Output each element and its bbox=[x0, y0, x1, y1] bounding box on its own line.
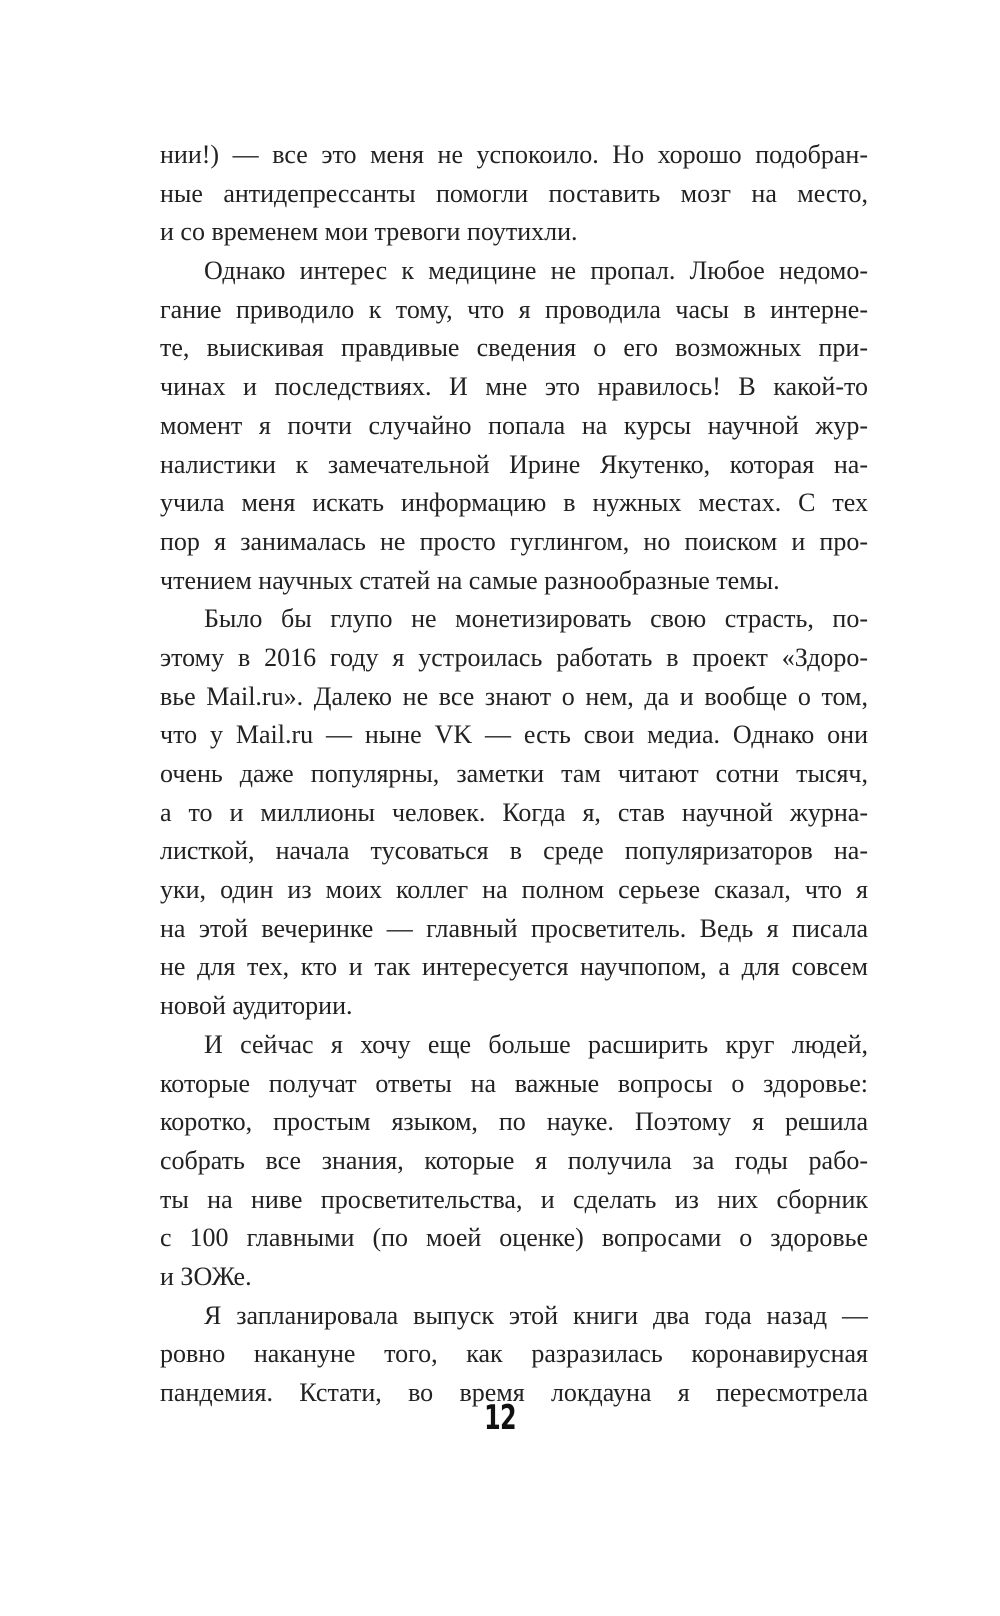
text-line: не для тех, кто и так интересуется научпопом, а для совсем bbox=[160, 952, 868, 982]
text-line: которые получат ответы на важные вопросы о здоровье: bbox=[160, 1068, 868, 1098]
text-line: новой аудитории. bbox=[160, 991, 353, 1021]
text-line: листкой, начала тусоваться в среде популяризаторов на- bbox=[160, 836, 868, 866]
paragraph-first-line: И сейчас я хочу еще больше расширить круг людей, bbox=[204, 1029, 868, 1059]
text-line: пор я занималась не просто гуглингом, но поиском и про- bbox=[160, 526, 868, 556]
text-line: а то и миллионы человек. Когда я, став научной журна- bbox=[160, 797, 868, 827]
text-line: уки, один из моих коллег на полном серьезе сказал, что я bbox=[160, 875, 868, 905]
text-line: нии!) — все это меня не успокоило. Но хорошо подобран- bbox=[160, 140, 868, 169]
text-line: что у Mail.ru — ныне VK — есть свои медиа. Однако они bbox=[160, 720, 868, 750]
text-line: учила меня искать информацию в нужных местах. С тех bbox=[160, 488, 868, 518]
text-line: на этой вечеринке — главный просветитель. Ведь я писала bbox=[160, 913, 868, 943]
text-line: этому в 2016 году я устроилась работать в проект «Здоро- bbox=[160, 642, 868, 672]
paragraph-first-line: Было бы глупо не монетизировать свою страсть, по- bbox=[204, 604, 868, 634]
text-line: очень даже популярны, заметки там читают сотни тысяч, bbox=[160, 759, 868, 788]
page-number: 12 bbox=[484, 1398, 516, 1438]
text-line: пандемия. Кстати, во время локдауна я пересмотрела bbox=[160, 1378, 868, 1407]
text-line: те, выискивая правдивые сведения о его возможных при- bbox=[160, 333, 868, 363]
text-line: собрать все знания, которые я получила за годы рабо- bbox=[160, 1145, 868, 1175]
text-line: ты на ниве просветительства, и сделать из них сборник bbox=[160, 1184, 868, 1214]
text-line: гание приводило к тому, что я проводила часы в интерне- bbox=[160, 294, 868, 324]
body-text bbox=[160, 136, 868, 1413]
paragraph-first-line: Однако интерес к медицине не пропал. Любое недомо- bbox=[204, 256, 868, 286]
text-line: чинах и последствиях. И мне это нравилось! В какой-то bbox=[160, 372, 868, 402]
text-line: налистики к замечательной Ирине Якутенко, которая на- bbox=[160, 449, 868, 479]
text-line: и со временем мои тревоги поутихли. bbox=[160, 217, 578, 247]
text-line: с 100 главными (по моей оценке) вопросами о здоровье bbox=[160, 1223, 868, 1253]
text-line: коротко, простым языком, по науке. Поэтому я решила bbox=[160, 1107, 868, 1137]
text-line: и ЗОЖе. bbox=[160, 1261, 252, 1291]
text-line: ровно накануне того, как разразилась коронавирусная bbox=[160, 1339, 868, 1369]
text-line: момент я почти случайно попала на курсы научной жур- bbox=[160, 410, 868, 440]
text-line: вье Mail.ru». Далеко не все знают о нем, да и вообще о том, bbox=[160, 681, 868, 711]
text-line: чтением научных статей на самые разнообразные темы. bbox=[160, 565, 780, 595]
text-line: ные антидепрессанты помогли поставить мозг на место, bbox=[160, 178, 868, 208]
paragraph-first-line: Я запланировала выпуск этой книги два года назад — bbox=[204, 1300, 868, 1330]
